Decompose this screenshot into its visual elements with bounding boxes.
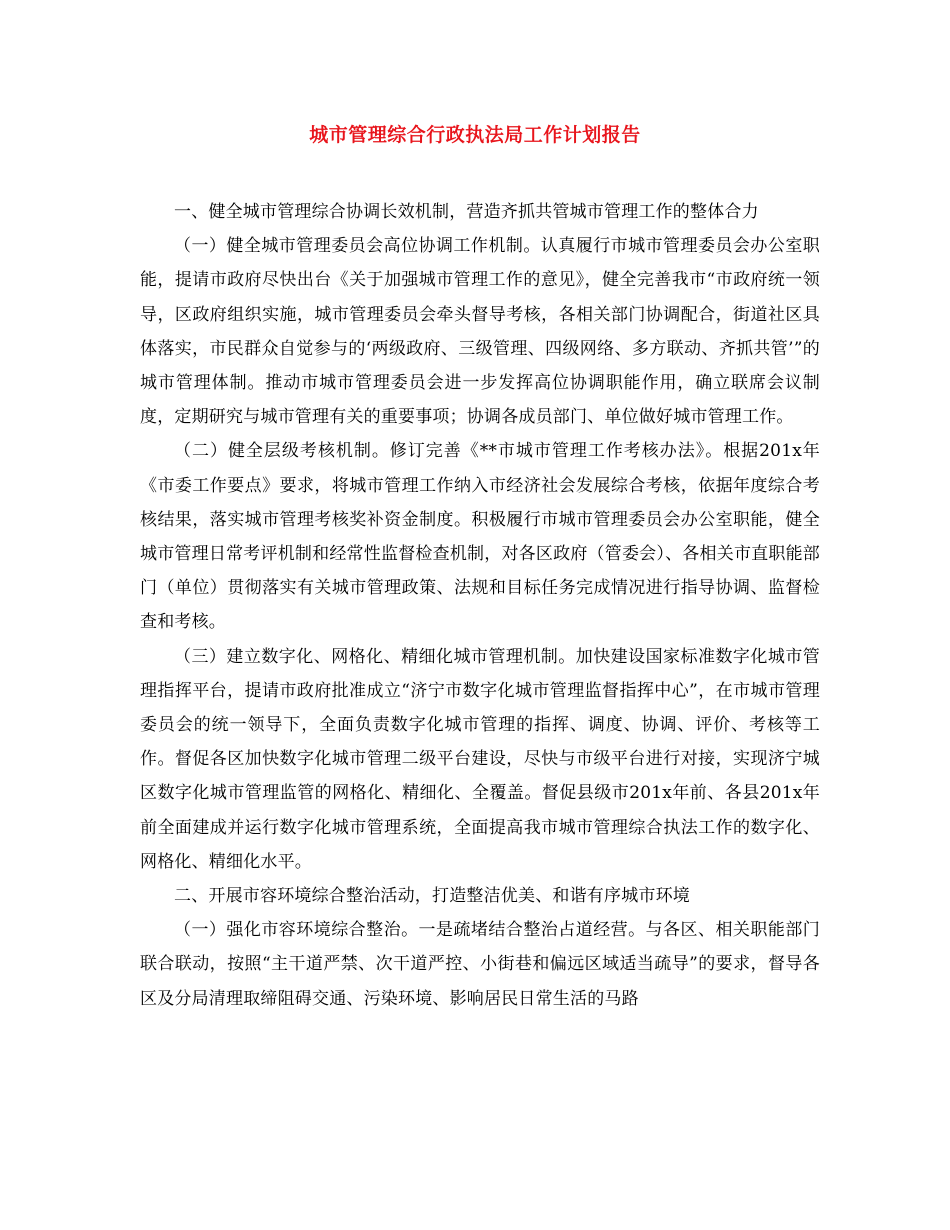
section-heading-2: 二、开展市容环境综合整治活动，打造整洁优美、和谐有序城市环境 (174, 886, 690, 907)
section-heading-1: 一、健全城市管理综合协调长效机制，营造齐抓共管城市管理工作的整体合力 (174, 202, 759, 222)
paragraph-2-1: （一）强化市容环境综合整治。一是疏堵结合整治占道经营。与各区、相关职能部门联合联动，按照“主干道严禁、次干道严控、小街巷和偏远区域适当疏导”的要求，督导各区及分局清理取缔阻碍交通、污染环境、影响居民日常生活的马路 (140, 920, 820, 1009)
paragraph-1-2: （二）健全层级考核机制。修订完善《**市城市管理工作考核办法》。根据201x年《市委工作要点》要求，将城市管理工作纳入市经济社会发展综合考核，依据年度综合考核结果，落实城市管理考核奖补资金制度。积极履行市城市管理委员会办公室职能，健全城市管理日常考评机制和经常性监督检查机制，对各区政府（管委会）、各相关市直职能部门（单位）贯彻落实有关城市管理政策、法规和目标任务完成情况进行指导协调、监督检查和考核。 (140, 441, 820, 633)
document-body (140, 195, 820, 1016)
paragraph-1-3: （三）建立数字化、网格化、精细化城市管理机制。加快建设国家标准数字化城市管理指挥平台，提请市政府批准成立“济宁市数字化城市管理监督指挥中心”，在市城市管理委员会的统一领导下，全面负责数字化城市管理的指挥、调度、协调、评价、考核等工作。督促各区加快数字化城市管理二级平台建设，尽快与市级平台进行对接，实现济宁城区数字化城市管理监管的网格化、精细化、全覆盖。督促县级市201x年前、各县201x年前全面建成并运行数字化城市管理系统，全面提高我市城市管理综合执法工作的数字化、网格化、精细化水平。 (140, 646, 820, 872)
document-title: 城市管理综合行政执法局工作计划报告 (309, 124, 641, 146)
paragraph-1-1: （一）健全城市管理委员会高位协调工作机制。认真履行市城市管理委员会办公室职能，提请市政府尽快出台《关于加强城市管理工作的意见》，健全完善我市“市政府统一领导，区政府组织实施，城市管理委员会牵头督导考核，各相关部门协调配合，街道社区具体落实，市民群众自觉参与的‘两级政府、三级管理、四级网络、多方联动、齐抓共管’”的城市管理体制。推动市城市管理委员会进一步发挥高位协调职能作用，确立联席会议制度，定期研究与城市管理有关的重要事项；协调各成员部门、单位做好城市管理工作。 (140, 236, 820, 428)
